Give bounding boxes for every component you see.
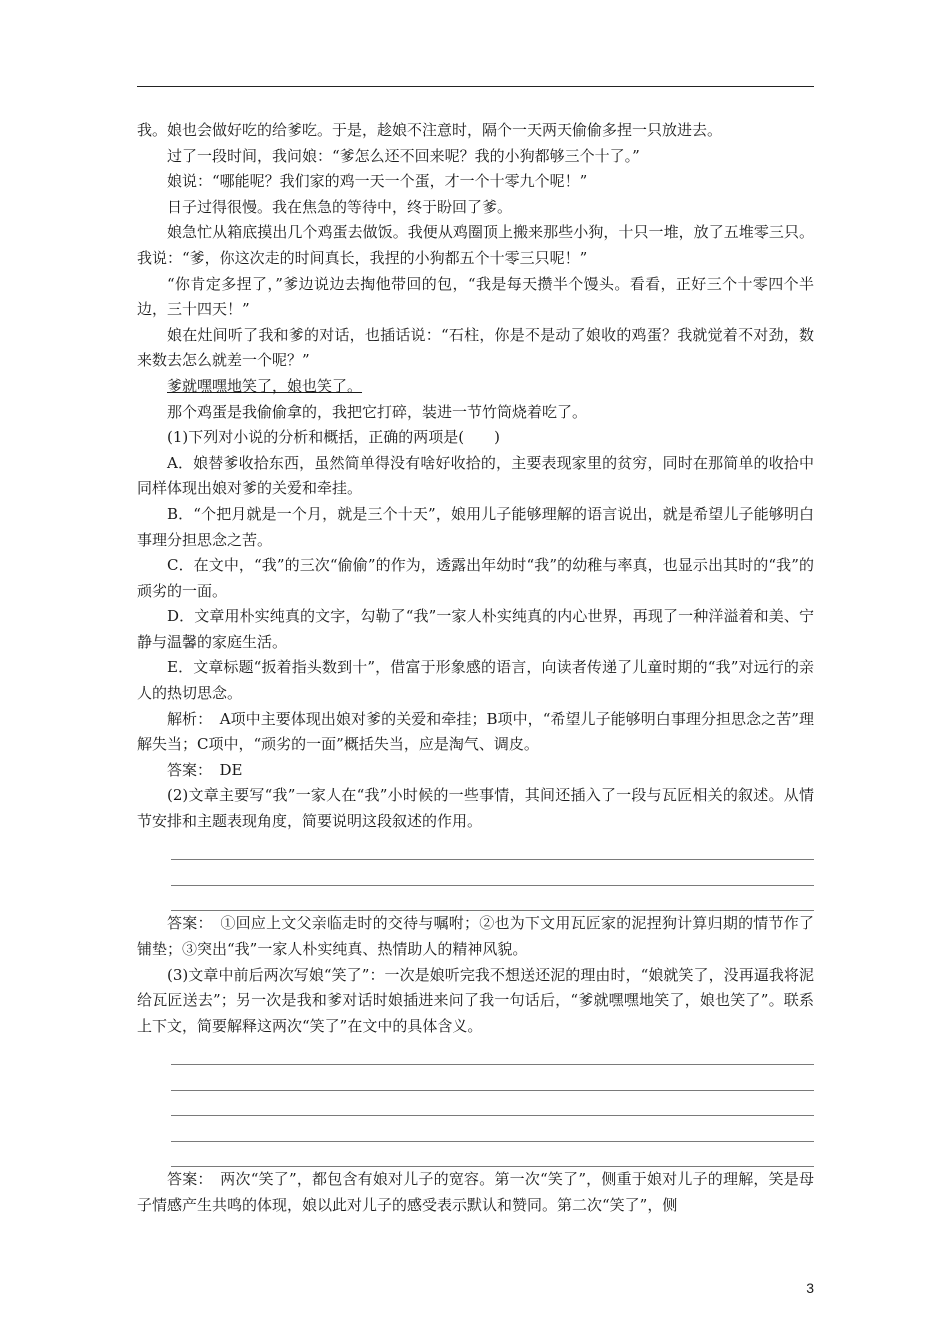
answer-line[interactable] [171,1039,814,1065]
document-body [137,118,814,1219]
story-paragraph: 娘在灶间听了我和爹的对话，也插话说：“石柱，你是不是动了娘收的鸡蛋？我就觉着不对劲，数来数去怎么就差一个呢？” [137,325,814,370]
story-paragraph-underlined [137,374,814,400]
answer-line[interactable] [171,1091,814,1117]
option-c: C．在文中，“我”的三次“偷偷”的作为，透露出年幼时“我”的幼稚与率真，也显示出其时的“我”的顽劣的一面。 [137,556,814,600]
answer-lines-2 [137,835,814,912]
analysis-1: 解析： A项中主要体现出娘对爹的关爱和牵挂；B项中，“希望儿子能够明白事理分担思念之苦”理解失当；C项中，“顽劣的一面”概括失当，应是淘气、调皮。 [137,709,814,754]
story-paragraph: “你肯定多捏了，”爹边说边去掏他带回的包，“我是每天攒半个馒头。看看，正好三个十零四个半边，三十四天！” [137,274,814,319]
answer-lines-3 [137,1039,814,1167]
question-2: (2)文章主要写“我”一家人在“我”小时候的一些事情，其间还插入了一段与瓦匠相关的叙述。从情节安排和主题表现角度，简要说明这段叙述的作用。 [137,786,814,831]
question-1: (1)下列对小说的分析和概括，正确的两项是( ) [167,428,500,447]
story-paragraph: 过了一段时间，我问娘：“爹怎么还不回来呢？我的小狗都够三个十了。” [167,146,640,165]
answer-line[interactable] [171,886,814,912]
answer-3: 答案： 两次“笑了”，都包含有娘对儿子的宽容。第一次“笑了”，侧重于娘对儿子的理解，笑是母子情感产生共鸣的体现，娘以此对儿子的感受表示默认和赞同。第二次“笑了”，侧 [137,1170,814,1214]
answer-line[interactable] [171,860,814,886]
answer-2: 答案： ①回应上文父亲临走时的交待与嘱咐；②也为下文用瓦匠家的泥捏狗计算归期的情节作了铺垫；③突出“我”一家人朴实纯真、热情助人的精神风貌。 [137,914,814,958]
answer-line[interactable] [171,1116,814,1142]
question-3: (3)文章中前后两次写娘“笑了”：一次是娘听完我不想送还泥的理由时，“娘就笑了，没再逼我将泥给瓦匠送去”；另一次是我和爹对话时娘插进来问了我一句话后，“爹就嘿嘿地笑了，娘也笑了”。联系上下文，简要解释这两次“笑了”在文中的具体含义。 [137,965,814,1035]
header-rule [137,86,814,87]
answer-line[interactable] [171,1142,814,1168]
answer-line[interactable] [171,835,814,861]
story-paragraph: 娘急忙从箱底摸出几个鸡蛋去做饭。我便从鸡圈顶上搬来那些小狗，十只一堆，放了五堆零三只。我说：“爹，你这次走的时间真长，我捏的小狗都五个十零三只呢！” [137,223,814,267]
story-paragraph: 我。娘也会做好吃的给爹吃。于是，趁娘不注意时，隔个一天两天偷偷多捏一只放进去。 [137,121,723,139]
option-b: B．“个把月就是一个月，就是三个十天”，娘用儿子能够理解的语言说出，就是希望儿子能够明白事理分担思念之苦。 [137,504,814,549]
story-paragraph: 那个鸡蛋是我偷偷拿的，我把它打碎，装进一节竹筒烧着吃了。 [167,402,588,421]
page-number: 3 [806,1280,814,1296]
option-d: D．文章用朴实纯真的文字，勾勒了“我”一家人朴实纯真的内心世界，再现了一种洋溢着和美、宁静与温馨的家庭生活。 [137,607,814,651]
story-paragraph: 日子过得很慢。我在焦急的等待中，终于盼回了爹。 [167,197,513,216]
option-e: E．文章标题“扳着指头数到十”，借富于形象感的语言，向读者传递了儿童时期的“我”对远行的亲人的热切思念。 [137,658,814,703]
option-a: A．娘替爹收拾东西，虽然简单得没有啥好收拾的，主要表现家里的贫穷，同时在那简单的收拾中同样体现出娘对爹的关爱和牵挂。 [137,453,814,498]
answer-1: 答案： DE [167,760,243,779]
underlined-sentence: 爹就嘿嘿地笑了，娘也笑了。 [167,376,363,395]
story-paragraph: 娘说：“哪能呢？我们家的鸡一天一个蛋，才一个十零九个呢！” [167,172,588,191]
answer-line[interactable] [171,1065,814,1091]
